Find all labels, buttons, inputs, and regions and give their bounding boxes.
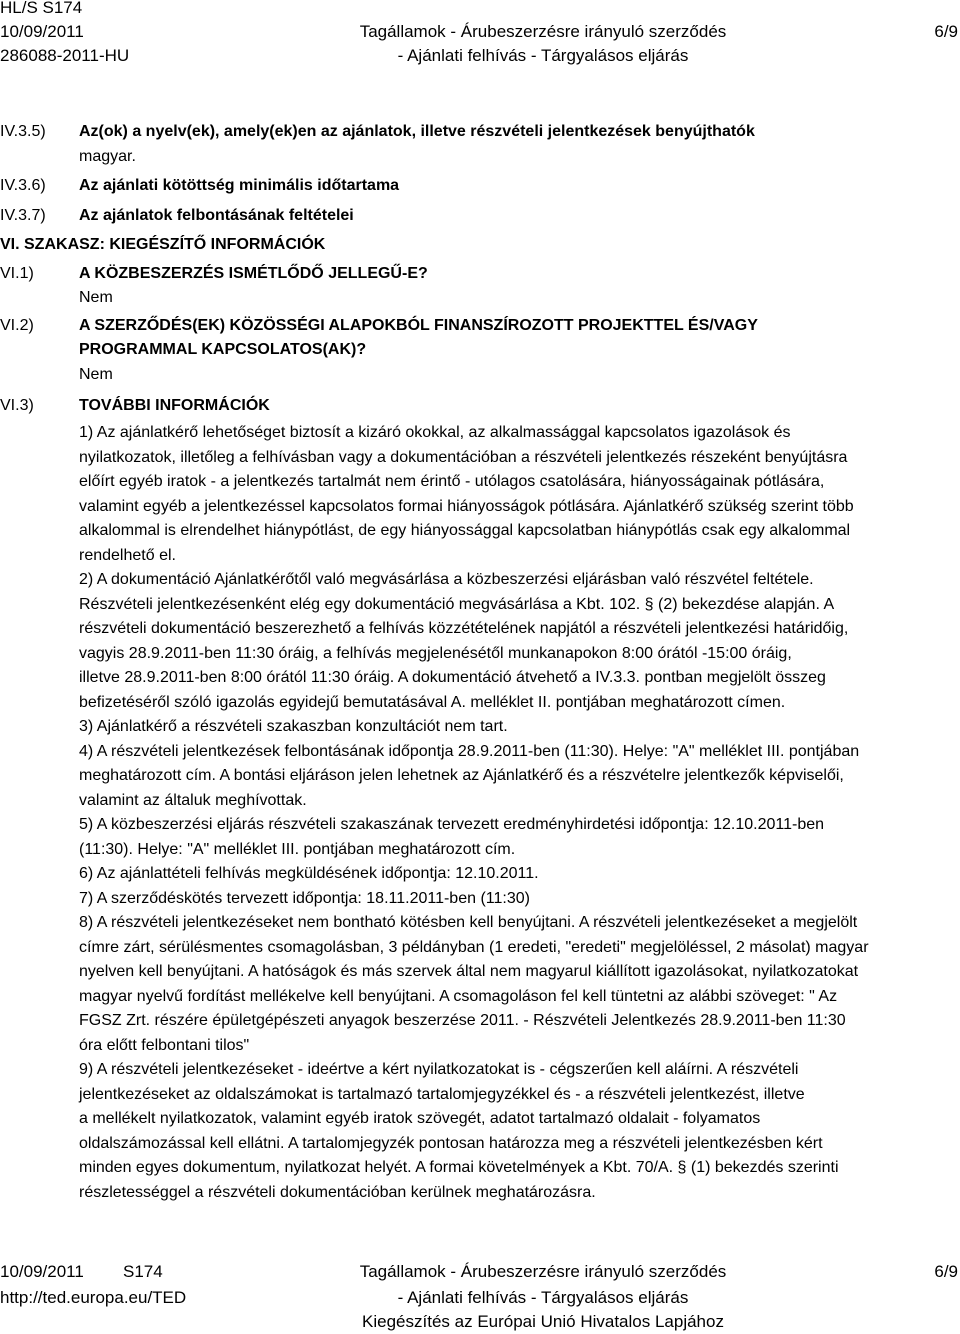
item-number-vi-3: VI.3) (0, 397, 34, 414)
footer-series: S174 (123, 1262, 163, 1281)
item-answer-vi-1: Nem (79, 289, 113, 306)
item-heading-iv-3-5: Az(ok) a nyelv(ek), amely(ek)en az ajánlatok, illetve részvételi jelentkezések benyújthatók (79, 123, 755, 140)
header-date: 10/09/2011 (0, 22, 84, 41)
item-answer-vi-2: Nem (79, 366, 113, 383)
body-line: magyar nyelvű fordítást mellékelve kell benyújtani. A csomagoláson fel kell tüntetni az alábbi szöveget: " Az (79, 987, 838, 1005)
item-number-iv-3-7: IV.3.7) (0, 207, 46, 224)
item-heading-vi-3: TOVÁBBI INFORMÁCIÓK (79, 397, 270, 414)
footer-title-line2: - Ajánlati felhívás - Tárgyalásos eljárás (397, 1288, 689, 1307)
body-line: (11:30). Helye: "A" melléklet III. pontjában meghatározott cím. (79, 840, 516, 858)
body-line: oldalszámozással kell ellátni. A tartalomjegyzék pontosan határozza meg a részvételi jelentkezésben kért (79, 1134, 823, 1152)
additional-info-body (79, 421, 951, 1205)
footer-title-line1: Tagállamok - Árubeszerzésre irányuló szerződés (359, 1262, 727, 1281)
body-line: alkalommal is elrendelhet hiánypótlást, de egy hiányossággal kapcsolatban hiánypótlás csak egy alkalommal (79, 522, 851, 539)
body-line: Részvételi jelentkezésenként elég egy dokumentáció megvásárlása a Kbt. 102. § (2) bekezdése alapján. A (79, 595, 835, 613)
body-line: nyilatkozatok, illetőleg a felhívásban vagy a dokumentációban a részvételi jelentkezés részeként benyújtásra (79, 448, 848, 466)
body-line: befizetéséről szóló igazolás egyidejű bemutatásával A. melléklet II. pontjában meghatározott címen. (79, 693, 786, 711)
body-line: részvételi dokumentáció beszerezhető a felhívás közzétételének napjától a részvételi jelentkezési határidőig, (79, 620, 849, 637)
footer-title-line3: Kiegészítés az Európai Unió Hivatalos Lapjához (362, 1312, 724, 1331)
body-line: óra előtt felbontani tilos" (79, 1036, 250, 1054)
item-value-iv-3-5: magyar. (79, 148, 136, 165)
body-line: címre zárt, sérülésmentes csomagolásban, 3 példányban (1 eredeti, "eredeti" megjelöléssel, 2 másolat) magyar (79, 938, 869, 956)
section-title: VI. SZAKASZ: KIEGÉSZÍTŐ INFORMÁCIÓK (0, 236, 326, 253)
item-heading-vi-1: A KÖZBESZERZÉS ISMÉTLŐDŐ JELLEGŰ-E? (79, 265, 428, 282)
item-heading-vi-2-line1: A SZERZŐDÉS(EK) KÖZÖSSÉGI ALAPOKBÓL FINANSZÍROZOTT PROJEKTTEL ÉS/VAGY (79, 317, 758, 334)
page-header (0, 0, 960, 70)
body-line: valamint egyéb a jelentkezéssel kapcsolatos formai hiányosságok pótlására. Ajánlatkérő szükség szerint több (79, 497, 854, 515)
body-line: meghatározott cím. A bontási eljáráson jelen lehetnek az Ajánlatkérő és a részvételre jelentkezők képviselői, (79, 767, 844, 784)
body-line: 7) A szerződéskötés tervezett időpontja: 18.11.2011-ben (11:30) (79, 889, 530, 907)
body-line: nyelven kell benyújtani. A hatóságok és más szervek által nem magyarul kiállított igazolásokat, nyilatkozatokat (79, 963, 859, 980)
header-title-line1: Tagállamok - Árubeszerzésre irányuló szerződés (359, 22, 727, 41)
header-page-number: 6/9 (934, 22, 958, 41)
body-line: valamint az általuk meghívottak. (79, 791, 307, 809)
body-line: 8) A részvételi jelentkezéseket nem bontható kötésben kell benyújtani. A részvételi jelentkezéseket a megjelölt (79, 914, 858, 931)
body-line: rendelhető el. (79, 546, 176, 564)
body-line: a mellékelt nyilatkozatok, valamint egyéb iratok szövegét, adatot tartalmazó oldalait - folyamatos (79, 1110, 761, 1127)
body-line: részletességgel a részvételi dokumentációban kerülnek meghatározásra. (79, 1183, 596, 1201)
body-line: 4) A részvételi jelentkezések felbontásának időpontja 28.9.2011-ben (11:30). Helye: "A" melléklet III. pontjában (79, 742, 860, 760)
body-line: vagyis 28.9.2011-ben 11:30 óráig, a felhívás megjelenésétől munkanapokon 8:00 órától -15:00 óráig, (79, 644, 792, 662)
item-heading-iv-3-7: Az ajánlatok felbontásának feltételei (79, 207, 354, 224)
item-number-vi-2: VI.2) (0, 317, 34, 334)
body-line: FGSZ Zrt. részére épületgépészeti anyagok beszerzése 2011. - Részvételi Jelentkezés 28.9.2011-ben 11:30 (79, 1012, 846, 1029)
body-line: 1) Az ajánlatkérő lehetőséget biztosít a kizáró okokkal, az alkalmassággal kapcsolatos igazolások és (79, 424, 791, 441)
item-number-iv-3-6: IV.3.6) (0, 177, 46, 194)
body-line: 6) Az ajánlattételi felhívás megküldésének időpontja: 12.10.2011. (79, 865, 539, 882)
item-number-vi-1: VI.1) (0, 265, 34, 282)
footer-page-number: 6/9 (934, 1262, 958, 1281)
header-doc-id: HL/S S174 (0, 0, 83, 17)
body-line: 5) A közbeszerzési eljárás részvételi szakaszának tervezett eredményhirdetési időpontja: 12.10.2011-ben (79, 816, 825, 833)
header-title-line2: - Ajánlati felhívás - Tárgyalásos eljárás (397, 46, 689, 65)
item-heading-iv-3-6: Az ajánlati kötöttség minimális időtartama (79, 177, 400, 194)
footer-date: 10/09/2011 (0, 1262, 84, 1281)
item-number-iv-3-5: IV.3.5) (0, 123, 46, 140)
body-line: illetve 28.9.2011-ben 8:00 órától 11:30 óráig. A dokumentáció átvehető a IV.3.3. pontban megjelölt összeg (79, 669, 826, 686)
item-heading-vi-2-line2: PROGRAMMAL KAPCSOLATOS(AK)? (79, 341, 367, 358)
body-line: 9) A részvételi jelentkezéseket - ideértve a kért nyilatkozatokat is - cégszerűen kell aláírni. A részvételi (79, 1061, 799, 1078)
body-line: minden egyes dokumentum, nyilatkozat helyét. A formai követelmények a Kbt. 70/A. § (1) bekezdés szerinti (79, 1159, 839, 1176)
header-notice-number: 286088-2011-HU (0, 46, 130, 65)
footer-url: http://ted.europa.eu/TED (0, 1288, 187, 1307)
page-footer (0, 1262, 960, 1334)
body-line: előírt egyéb iratok - a jelentkezés tartalmát nem érintő - utólagos csatolására, hiányosságainak pótlására, (79, 473, 825, 490)
body-line: 2) A dokumentáció Ajánlatkérőtől való megvásárlása a közbeszerzési eljárásban való részvétel feltétele. (79, 571, 814, 588)
body-line: jelentkezéseket az oldalszámokat is tartalmazó tartalomjegyzékkel és - a részvételi jelentkezést, illetve (79, 1085, 805, 1103)
body-line: 3) Ajánlatkérő a részvételi szakaszban konzultációt nem tart. (79, 718, 508, 735)
